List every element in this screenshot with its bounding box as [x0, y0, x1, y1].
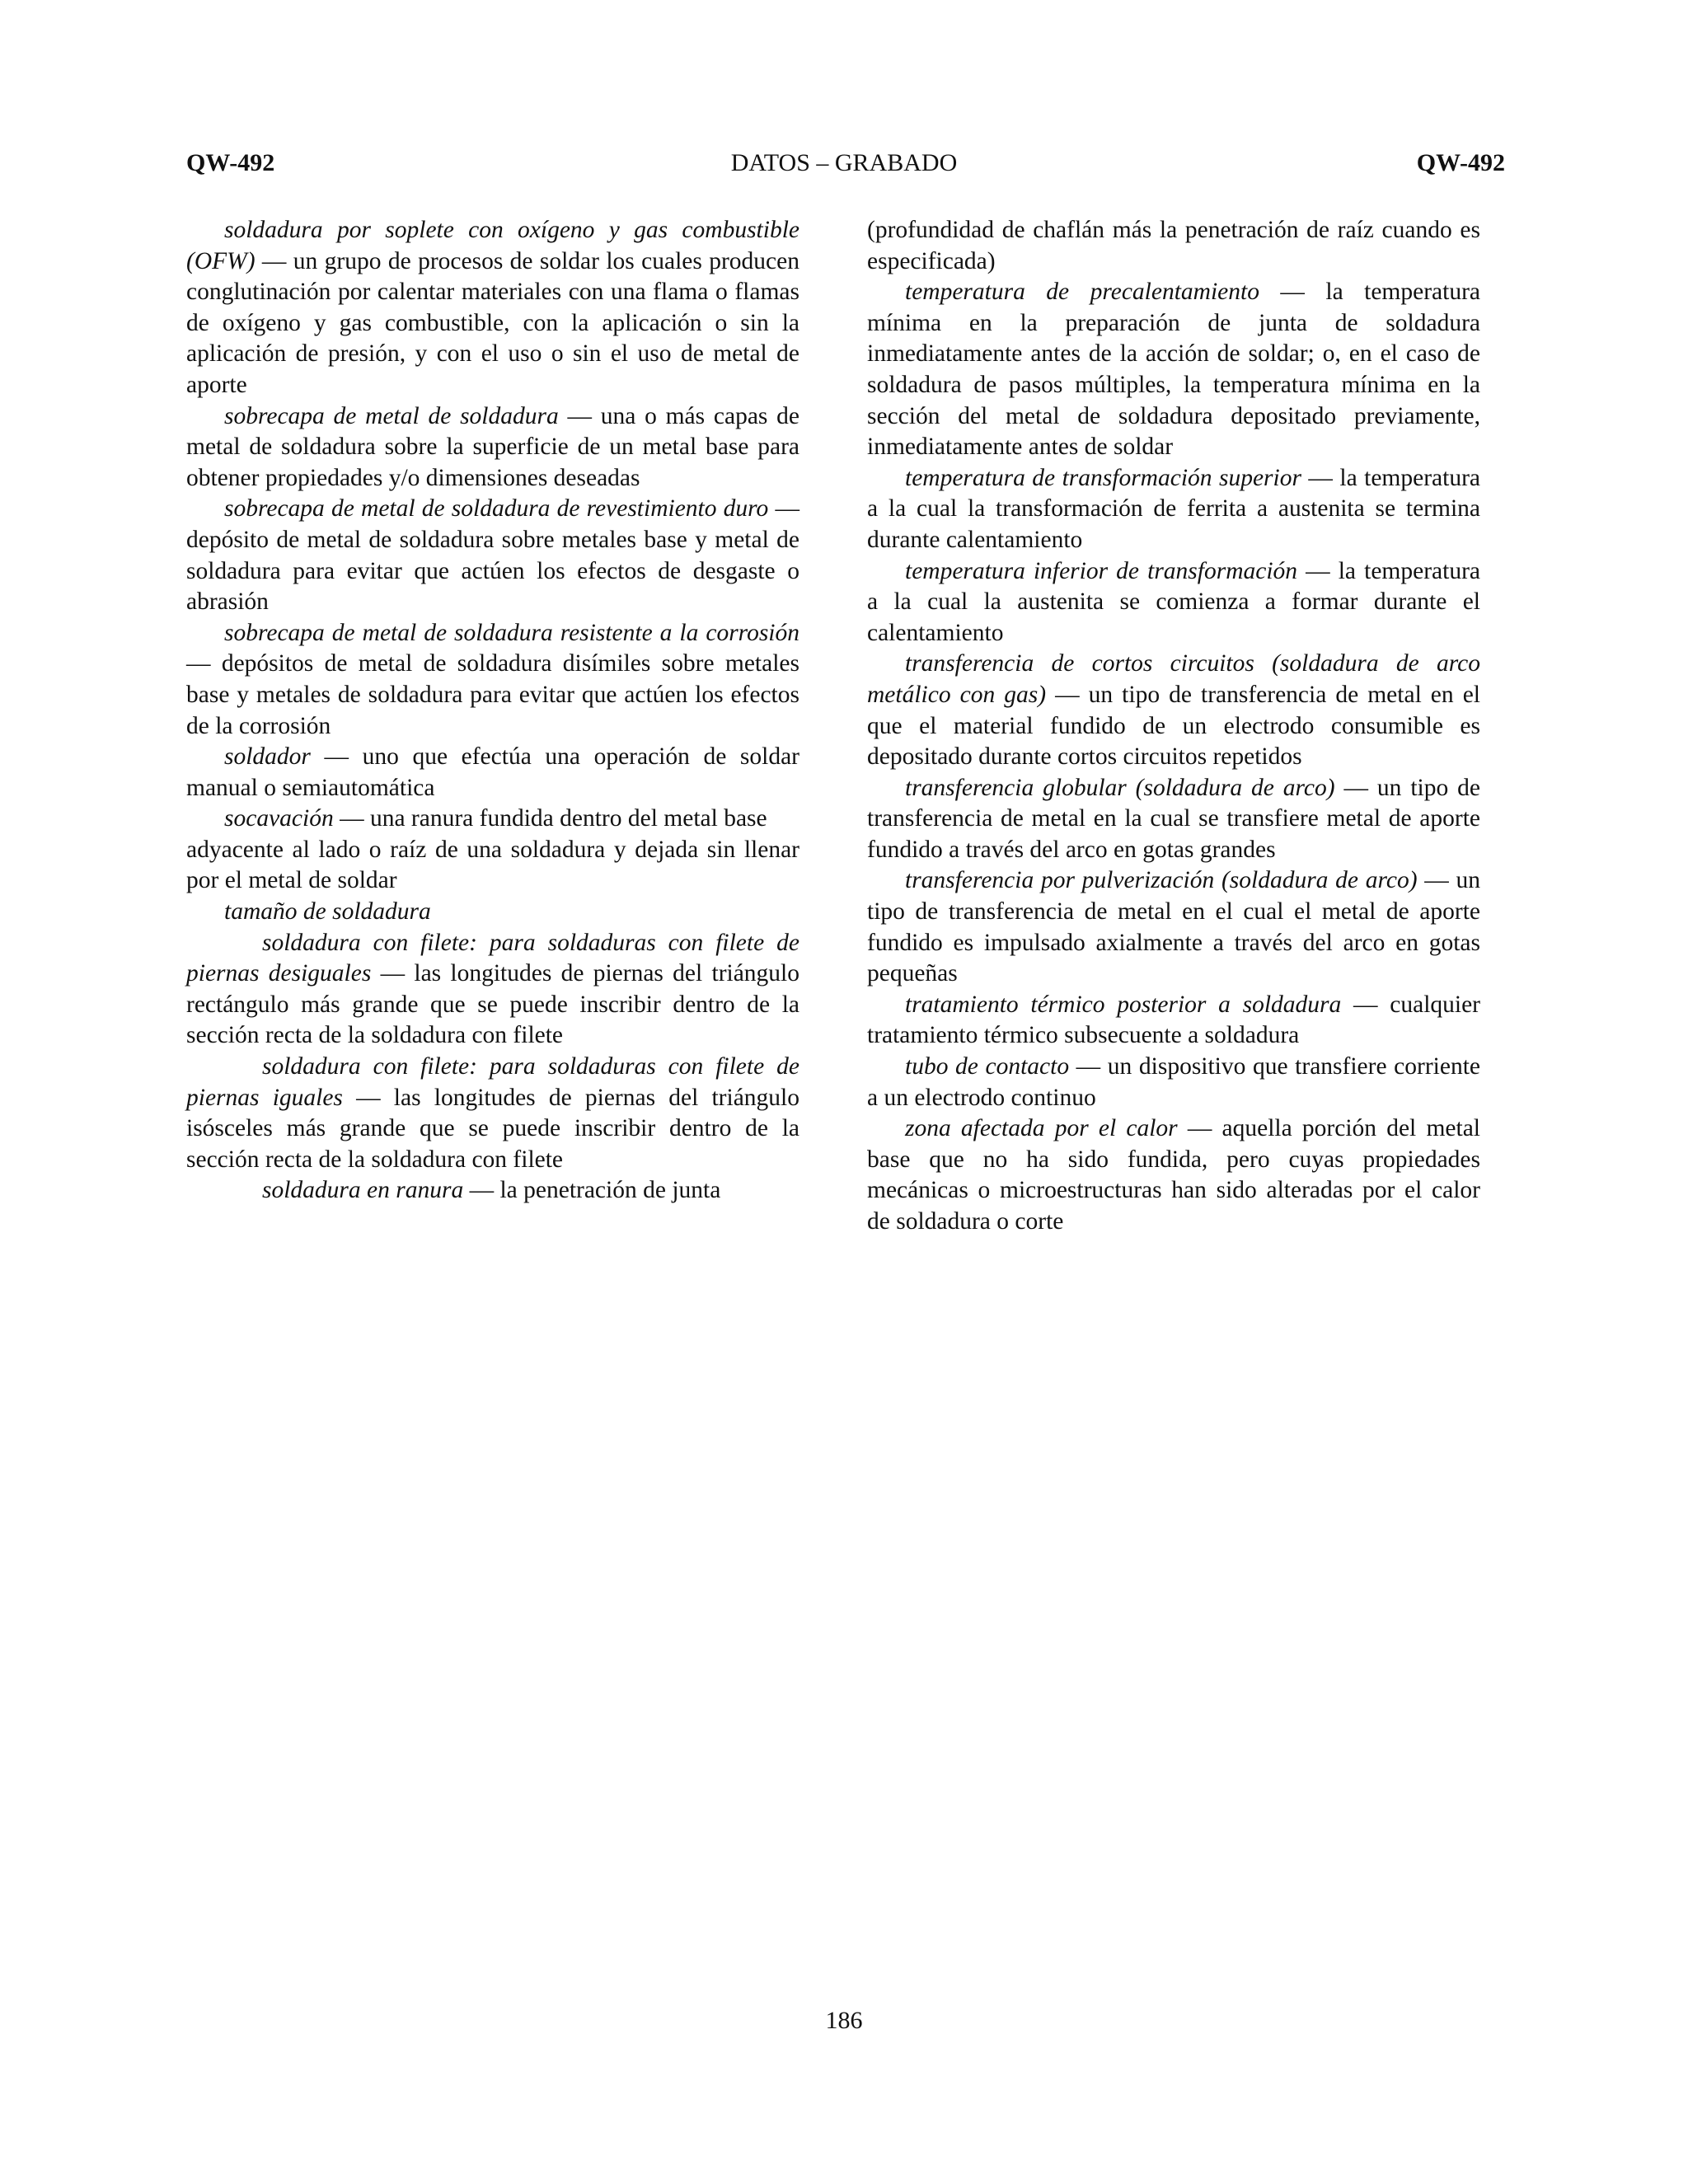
defined-term: soldadura con filete: para soldaduras con filete de piernas desiguales: [186, 929, 799, 987]
definition-text: — un tipo de transferencia de metal en el que el material fundido de un electrodo consumible es depositado durante cortos circuitos repetidos: [867, 681, 1480, 771]
definition-text: — un grupo de procesos de soldar los cuales producen conglutinación por calentar materiales con una flama o flamas de oxígeno y gas combustible, con la aplicación o sin la aplicación de presión, y con el uso o sin el uso de metal de aporte: [186, 247, 799, 398]
defined-term: transferencia de cortos circuitos (soldadura de arco metálico con gas): [867, 650, 1480, 708]
definition-text: — un tipo de transferencia de metal en la cual se transfiere metal de aporte fundido a través del arco en gotas grandes: [867, 774, 1480, 863]
definition-entry: [186, 804, 799, 835]
defined-term: soldadura en ranura: [262, 1177, 464, 1204]
defined-term: tamaño de soldadura: [224, 898, 431, 926]
definition-text: — la temperatura a la cual la transformación de ferrita a austenita se termina durante calentamiento: [867, 464, 1480, 553]
definition-text: (profundidad de chaflán más la penetración de raíz cuando es especificada): [867, 217, 1480, 274]
definition-entry: [867, 1113, 1480, 1237]
definition-entry: [186, 401, 799, 494]
definition-entry: [867, 990, 1480, 1052]
defined-term: soldadura por soplete con oxígeno y gas combustible (OFW): [186, 217, 799, 274]
definition-continuation: [186, 835, 799, 897]
definition-entry: [186, 618, 799, 742]
definition-entry: [867, 1052, 1480, 1113]
definition-entry: [867, 649, 1480, 772]
section-number-left: QW-492: [186, 149, 275, 176]
definition-text: — aquella porción del metal base que no ha sido fundida, pero cuyas propiedades mecánicas o microestructuras han sido alteradas por el calor de soldadura o corte: [867, 1115, 1480, 1235]
definition-text: — la temperatura mínima en la preparación de junta de soldadura inmediatamente antes de la acción de soldar; o, en el caso de soldadura de pasos múltiples, la temperatura mínima en la sección del metal de soldadura depositado previamente, inmediatamente antes de soldar: [867, 279, 1480, 461]
defined-term: temperatura inferior de transformación: [905, 557, 1298, 584]
definition-subentry: [186, 1175, 799, 1207]
defined-term: temperatura de precalentamiento: [905, 279, 1259, 306]
definition-continuation: [867, 215, 1480, 277]
defined-term: socavación: [224, 805, 334, 832]
defined-term: transferencia globular (soldadura de arco): [905, 774, 1335, 801]
definition-text: — un dispositivo que transfiere corriente a un electrodo continuo: [867, 1053, 1480, 1111]
defined-term: soldadura con filete: para soldaduras con filete de piernas iguales: [186, 1053, 799, 1111]
section-number-right: QW-492: [1416, 149, 1505, 176]
definition-text: — la temperatura a la cual la austenita se comienza a formar durante el calentamiento: [867, 557, 1480, 646]
definition-text: — depósito de metal de soldadura sobre metales base y metal de soldadura para evitar que actúen los efectos de desgaste o abrasión: [186, 495, 799, 616]
definition-entry: [186, 494, 799, 617]
definition-text: — la penetración de junta: [463, 1177, 721, 1204]
page-number: 186: [825, 2007, 863, 2034]
definition-entry: [867, 773, 1480, 866]
definition-text: — las longitudes de piernas del triángulo isósceles más grande que se puede inscribir dentro de la sección recta de la soldadura con filete: [186, 1084, 799, 1173]
defined-term: tubo de contacto: [905, 1053, 1070, 1080]
definition-text: adyacente al lado o raíz de una soldadura y dejada sin llenar por el metal de soldar: [186, 836, 799, 894]
defined-term: zona afectada por el calor: [905, 1115, 1178, 1142]
definition-entry: [867, 463, 1480, 556]
definition-text: — depósitos de metal de soldadura disímiles sobre metales base y metales de soldadura para evitar que actúen los efectos de la corrosión: [186, 650, 799, 739]
definition-text: — una ranura fundida dentro del metal base: [333, 805, 767, 832]
definition-text: — un tipo de transferencia de metal en el cual el metal de aporte fundido es impulsado axialmente a través del arco en gotas pequeñas: [867, 867, 1481, 987]
definition-text: — las longitudes de piernas del triángulo rectángulo más grande que se puede inscribir dentro de la sección recta de la soldadura con filete: [186, 960, 799, 1049]
definition-subentry: [186, 1052, 799, 1175]
definition-entry: [867, 556, 1480, 649]
definition-entry: [186, 215, 799, 401]
defined-term: sobrecapa de metal de soldadura: [224, 402, 559, 429]
definition-text: — una o más capas de metal de soldadura sobre la superficie de un metal base para obtener propiedades y/o dimensiones deseadas: [186, 402, 800, 491]
defined-term: tratamiento térmico posterior a soldadura: [905, 991, 1342, 1018]
defined-term: soldador: [224, 743, 311, 771]
definition-text: — uno que efectúa una operación de soldar manual o semiautomática: [186, 743, 799, 801]
definition-entry: [867, 277, 1480, 463]
definition-text: — cualquier tratamiento térmico subsecuente a soldadura: [867, 991, 1481, 1049]
right-column: [867, 215, 1480, 1238]
defined-term: sobrecapa de metal de soldadura de revestimiento duro: [224, 495, 769, 523]
definition-heading: [186, 897, 799, 928]
left-column: [186, 215, 799, 1207]
definition-entry: [186, 742, 799, 804]
definition-entry: [867, 865, 1480, 989]
defined-term: transferencia por pulverización (soldadura de arco): [905, 867, 1418, 894]
running-header: DATOS – GRABADO: [730, 149, 958, 176]
definition-subentry: [186, 928, 799, 1052]
defined-term: temperatura de transformación superior: [905, 464, 1301, 491]
defined-term: sobrecapa de metal de soldadura resistente a la corrosión: [224, 619, 799, 646]
